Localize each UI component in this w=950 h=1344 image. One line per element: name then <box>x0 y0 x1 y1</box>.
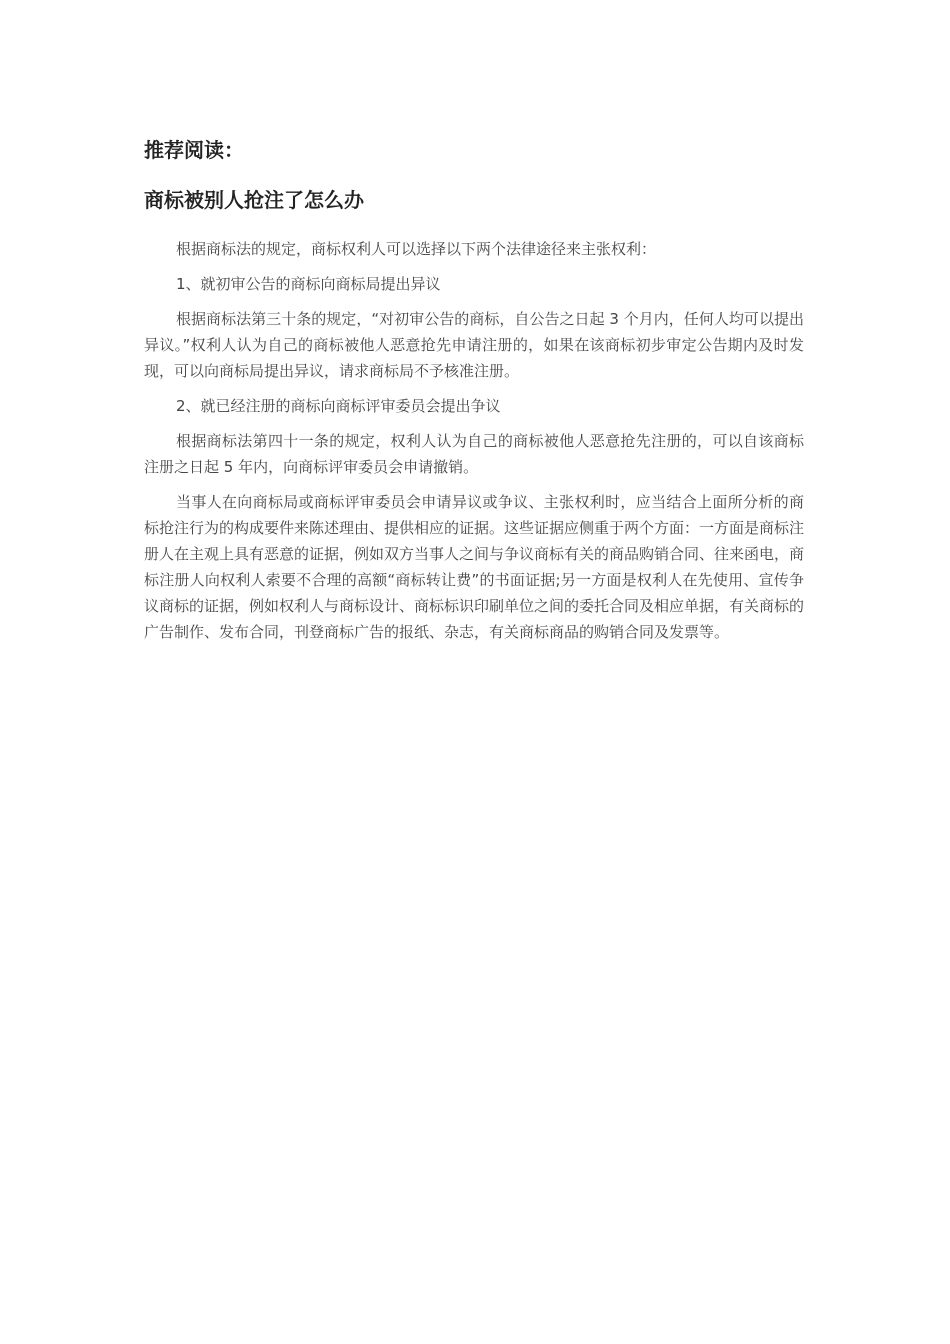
recommend-heading: 推荐阅读： <box>144 138 244 162</box>
paragraph-point-2: 2、就已经注册的商标向商标评审委员会提出争议 <box>176 397 501 415</box>
paragraph-intro: 根据商标法的规定，商标权利人可以选择以下两个法律途径来主张权利： <box>176 240 657 258</box>
document-page <box>144 134 804 654</box>
article-title: 商标被别人抢注了怎么办 <box>144 188 364 212</box>
paragraph-point-1: 1、就初审公告的商标向商标局提出异议 <box>176 275 441 293</box>
paragraph-point-2-detail: 根据商标法第四十一条的规定，权利人认为自己的商标被他人恶意抢先注册的，可以自该商标注册之日起 5 年内，向商标评审委员会申请撤销。 <box>144 432 804 476</box>
paragraph-evidence: 当事人在向商标局或商标评审委员会申请异议或争议、主张权利时，应当结合上面所分析的商标抢注行为的构成要件来陈述理由、提供相应的证据。这些证据应侧重于两个方面：一方面是商标注册人在主观上具有恶意的证据，例如双方当事人之间与争议商标有关的商品购销合同、往来函电，商标注册人向权利人索要不合理的高额“商标转让费”的书面证据;另一方面是权利人在先使用、宣传争议商标的证据，例如权利人与商标设计、商标标识印刷单位之间的委托合同及相应单据，有关商标的广告制作、发布合同，刊登商标广告的报纸、杂志，有关商标商品的购销合同及发票等。 <box>144 493 805 641</box>
paragraph-point-1-detail: 根据商标法第三十条的规定，“对初审公告的商标，自公告之日起 3 个月内，任何人均可以提出异议。”权利人认为自己的商标被他人恶意抢先申请注册的，如果在该商标初步审定公告期内及时发现，可以向商标局提出异议，请求商标局不予核准注册。 <box>144 310 804 380</box>
article-body <box>144 236 804 645</box>
